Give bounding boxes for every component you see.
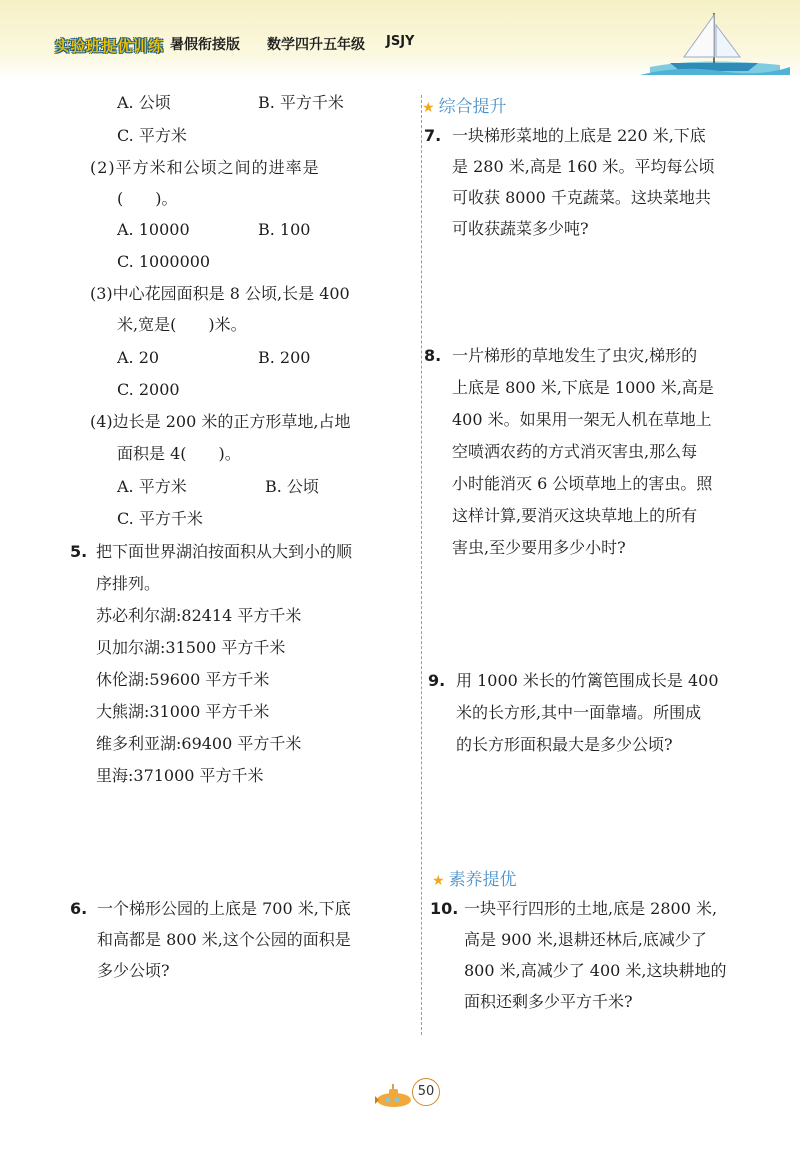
section-heading-literacy (432, 865, 517, 890)
q8-text-line: 400 米。如果用一架无人机在草地上 (452, 410, 712, 429)
lake-item: 贝加尔湖:31500 平方千米 (96, 638, 286, 657)
q4-2-option-c: C. 1000000 (117, 252, 211, 271)
q4-1-option-c: C. 平方米 (117, 126, 187, 145)
lake-item: 苏必利尔湖:82414 平方千米 (96, 606, 302, 625)
q4-1-option-a: A. 公顷 (117, 93, 171, 112)
q4-3-option-a: A. 20 (117, 348, 160, 367)
lake-item: 维多利亚湖:69400 平方千米 (96, 734, 302, 753)
q8-text-line: 空喷洒农药的方式消灭害虫,那么每 (452, 442, 698, 461)
q4-2-option-a: A. 10000 (117, 220, 190, 239)
q4-4-text-line1: (4)边长是 200 米的正方形草地,占地 (90, 412, 351, 431)
q4-2-text-line1: (2)平方米和公顷之间的进率是 (90, 158, 320, 177)
q4-4-option-b: B. 公顷 (265, 477, 319, 496)
q6-text-line2: 和高都是 800 米,这个公园的面积是 (97, 930, 351, 949)
q10-text-line: 高是 900 米,退耕还林后,底减少了 (464, 930, 707, 949)
q4-4-option-c: C. 平方千米 (117, 509, 203, 528)
q8-text-line: 害虫,至少要用多少小时? (452, 538, 626, 557)
series-brand: 实验班提优训练 (55, 37, 164, 55)
q6-text-line3: 多少公顷? (97, 961, 170, 980)
star-icon: ★ (422, 100, 435, 116)
q4-3-text-line2: 米,宽是( )米。 (117, 315, 247, 334)
q4-2-text-line2: ( )。 (117, 189, 178, 208)
q4-4-option-a: A. 平方米 (117, 477, 187, 496)
page-footer (370, 1075, 450, 1120)
q5-number: 5. (70, 542, 88, 561)
star-icon: ★ (432, 873, 445, 889)
q10-text-line: 一块平行四形的土地,底是 2800 米, (464, 899, 718, 918)
grade-label: 数学四升五年级 (267, 37, 365, 53)
q4-4-text-line2: 面积是 4( )。 (117, 444, 241, 463)
q5-text-line2: 序排列。 (96, 574, 161, 593)
q9-text-line: 米的长方形,其中一面靠墙。所围成 (456, 703, 702, 722)
q4-1-option-b: B. 平方千米 (258, 93, 344, 112)
lake-item: 里海:371000 平方千米 (96, 766, 264, 785)
section-heading-text: 素养提优 (448, 870, 517, 890)
q10-text-line: 面积还剩多少平方千米? (464, 992, 633, 1011)
q9-text-line: 的长方形面积最大是多少公顷? (456, 735, 673, 754)
q8-number: 8. (424, 346, 442, 365)
q7-text-line: 可收获 8000 千克蔬菜。这块菜地共 (452, 188, 711, 207)
sailboat-icon (640, 5, 790, 75)
edition-label: 暑假衔接版 (170, 37, 240, 53)
lake-item: 休伦湖:59600 平方千米 (96, 670, 270, 689)
q6-text-line1: 一个梯形公园的上底是 700 米,下底 (97, 899, 351, 918)
q10-text-line: 800 米,高减少了 400 米,这块耕地的 (464, 961, 727, 980)
section-heading-text: 综合提升 (438, 97, 507, 117)
q8-text-line: 小时能消灭 6 公顷草地上的害虫。照 (452, 474, 713, 493)
q4-2-option-b: B. 100 (258, 220, 311, 239)
q7-text-line: 是 280 米,高是 160 米。平均每公顷 (452, 157, 715, 176)
q4-3-option-c: C. 2000 (117, 380, 180, 399)
q7-number: 7. (424, 126, 442, 145)
q4-3-option-b: B. 200 (258, 348, 311, 367)
q8-text-line: 上底是 800 米,下底是 1000 米,高是 (452, 378, 714, 397)
code-label: JSJY (386, 34, 415, 49)
lake-item: 大熊湖:31000 平方千米 (96, 702, 270, 721)
q5-text-line1: 把下面世界湖泊按面积从大到小的顺 (96, 542, 353, 561)
q4-3-text-line1: (3)中心花园面积是 8 公顷,长是 400 (90, 284, 350, 303)
q6-number: 6. (70, 899, 88, 918)
q7-text-line: 一块梯形菜地的上底是 220 米,下底 (452, 126, 706, 145)
q8-text-line: 一片梯形的草地发生了虫灾,梯形的 (452, 346, 698, 365)
submarine-icon (370, 1083, 414, 1109)
q9-number: 9. (428, 671, 446, 690)
page-header (0, 0, 800, 78)
q9-text-line: 用 1000 米长的竹篱笆围成长是 400 (456, 671, 719, 690)
column-divider (421, 95, 422, 1035)
q10-number: 10. (430, 899, 459, 918)
q7-text-line: 可收获蔬菜多少吨? (452, 219, 589, 238)
q8-text-line: 这样计算,要消灭这块草地上的所有 (452, 506, 698, 525)
section-heading-comprehensive (422, 92, 507, 117)
page-number: 50 (412, 1078, 440, 1106)
